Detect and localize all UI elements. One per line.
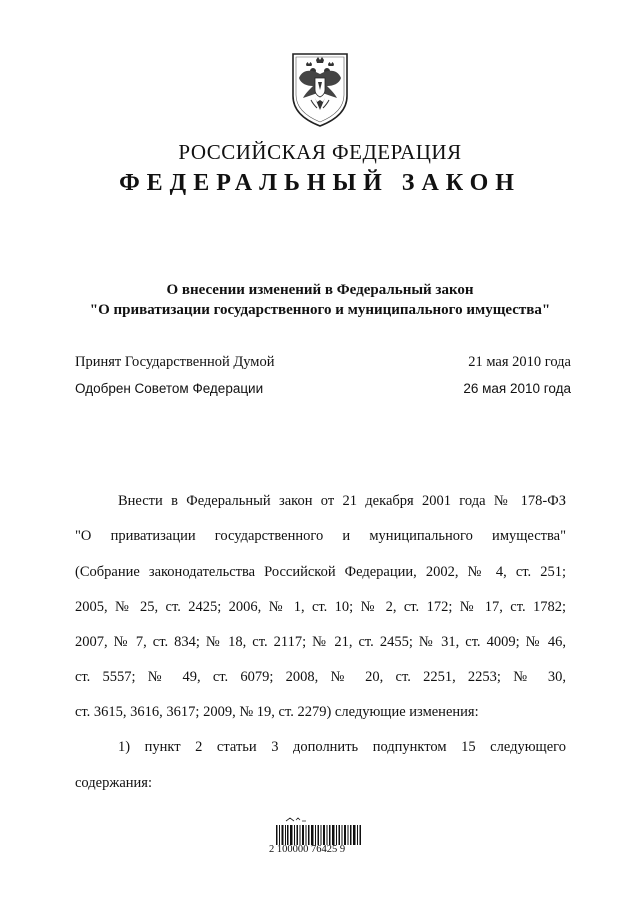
body-text-line: содержания: xyxy=(75,775,153,791)
body-text-line: 1) пункт 2 статьи 3 дополнить подпунктом 15 следующего xyxy=(118,739,566,755)
body-text-line: ст. 3615, 3616, 3617; 2009, № 19, ст. 2279) следующие изменения: xyxy=(75,704,479,720)
body-text-line: "О приватизации государственного и муниципального имущества" xyxy=(75,528,566,544)
body-text-line: Внести в Федеральный закон от 21 декабря 2001 года № 178-ФЗ xyxy=(118,493,566,509)
body-text-line: (Собрание законодательства Российской Федерации, 2002, № 4, ст. 251; xyxy=(75,564,566,580)
council-approval-label: Одобрен Советом Федерации xyxy=(75,381,264,396)
body-text-line: ст. 5557; № 49, ст. 6079; 2008, № 20, ст. 2251, 2253; № 30, xyxy=(75,669,566,685)
law-subject-line-1: О внесении изменений в Федеральный закон xyxy=(166,282,474,298)
coat-of-arms-emblem xyxy=(289,50,351,128)
document-type-title: ФЕДЕРАЛЬНЫЙ ЗАКОН xyxy=(119,170,521,196)
barcode-number: 2 100000 76425 9 xyxy=(269,844,346,855)
body-text-line: 2005, № 25, ст. 2425; 2006, № 1, ст. 10; № 2, ст. 172; № 17, ст. 1782; xyxy=(75,599,566,615)
country-heading: РОССИЙСКАЯ ФЕДЕРАЦИЯ xyxy=(178,140,462,164)
council-approval-date: 26 мая 2010 года xyxy=(463,381,571,396)
duma-adoption-label: Принят Государственной Думой xyxy=(75,354,275,370)
council-approval-row xyxy=(75,381,571,396)
body-text-line: 2007, № 7, ст. 834; № 18, ст. 2117; № 21, ст. 2455; № 31, ст. 4009; № 46, xyxy=(75,634,566,650)
law-subject-line-2: "О приватизации государственного и муниципального имущества" xyxy=(89,302,551,318)
duma-adoption-date: 21 мая 2010 года xyxy=(468,354,571,370)
duma-adoption-row xyxy=(75,354,571,371)
